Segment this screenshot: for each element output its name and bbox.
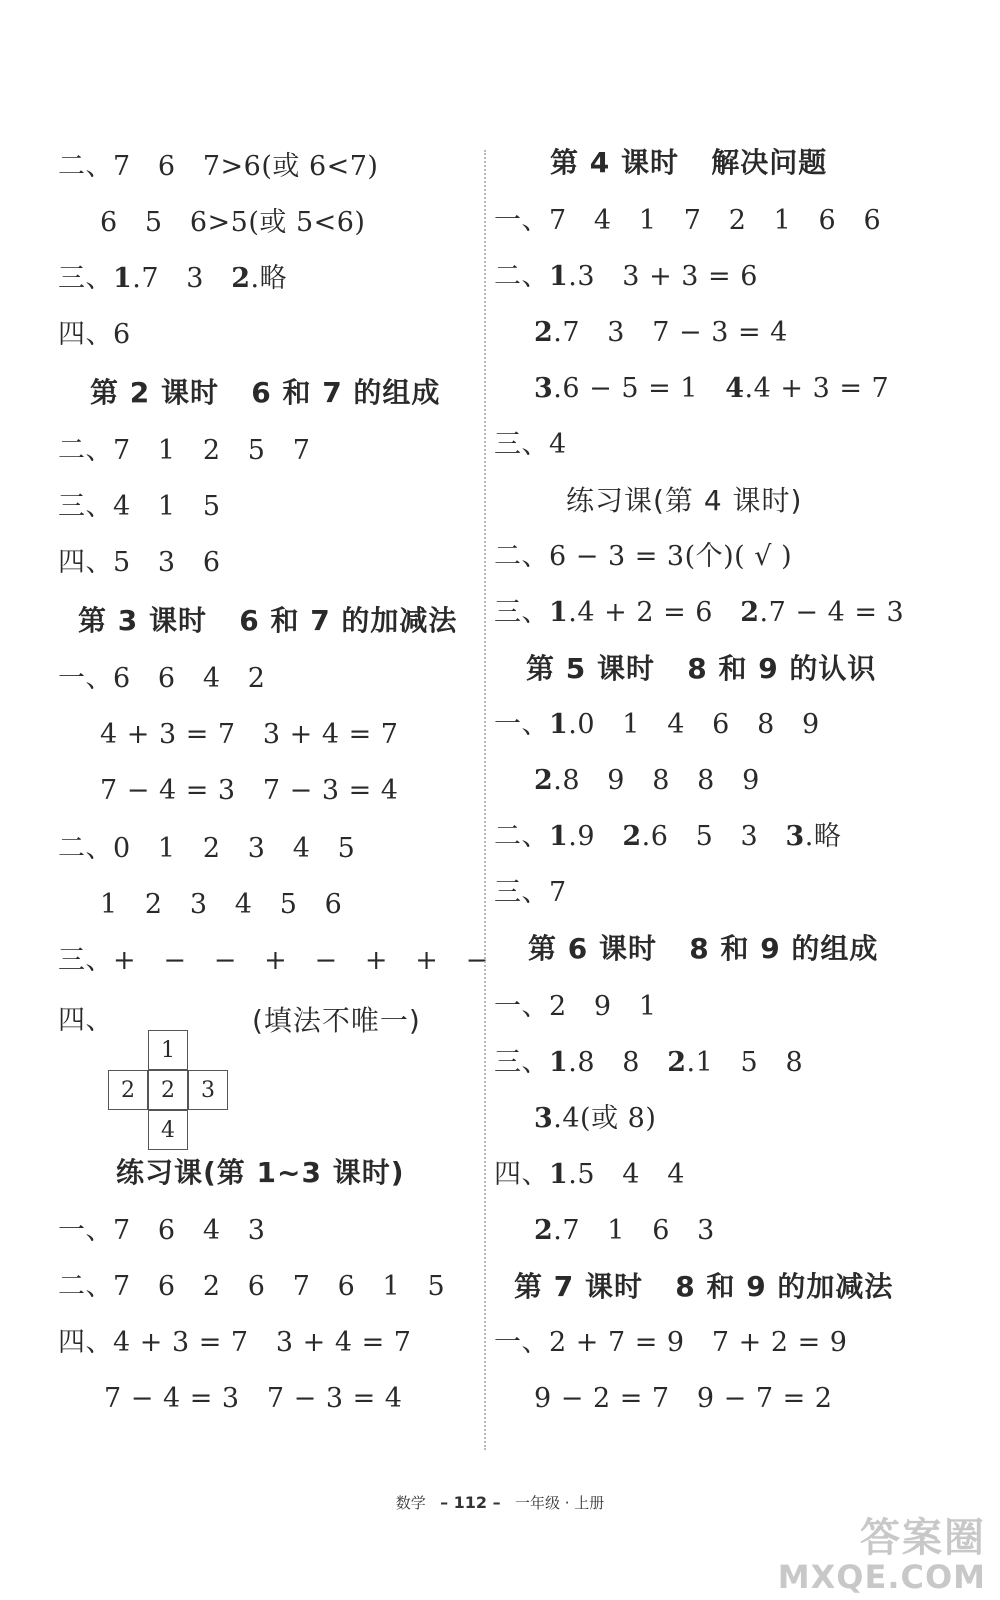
answer-text: .4 + 3 = 7 xyxy=(744,373,890,404)
answer-line xyxy=(534,372,889,406)
answer-line: 四、5 3 6 xyxy=(58,547,221,578)
lesson-heading: 练习课(第 1~3 课时) xyxy=(116,1156,405,1189)
answer-line: 二、7 6 2 6 7 6 1 5 xyxy=(58,1271,446,1302)
question-number: 4 xyxy=(725,373,745,404)
answer-line: 9 − 2 = 7 9 − 7 = 2 xyxy=(534,1383,833,1414)
answer-line xyxy=(494,1158,685,1192)
grid-cell-left: 2 xyxy=(108,1070,148,1110)
watermark-line2: MXQE.COM xyxy=(777,1558,986,1596)
section-label: 三、 xyxy=(494,1047,549,1078)
answer-line: 四、 xyxy=(58,1005,113,1036)
answer-text: .7 1 6 3 xyxy=(553,1215,715,1246)
answer-line: 4 + 3 = 7 3 + 4 = 7 xyxy=(100,719,399,750)
answer-line: 一、2 + 7 = 9 7 + 2 = 9 xyxy=(494,1327,848,1358)
question-number: 1 xyxy=(113,263,133,294)
answer-line: 7 − 4 = 3 7 − 3 = 4 xyxy=(104,1383,403,1414)
answer-line: 7 − 4 = 3 7 − 3 = 4 xyxy=(100,775,399,806)
answer-line xyxy=(494,1046,803,1080)
question-number: 1 xyxy=(549,821,569,852)
watermark-logo xyxy=(778,1516,986,1594)
question-number: 2 xyxy=(622,821,642,852)
answer-line xyxy=(494,708,820,742)
note-text: (填法不唯一) xyxy=(252,1004,421,1037)
answer-line: 一、7 6 4 3 xyxy=(58,1215,266,1246)
answer-text: .略 xyxy=(804,821,842,852)
column-divider xyxy=(484,150,486,1450)
question-number: 3 xyxy=(785,821,805,852)
answer-line xyxy=(534,1102,656,1136)
answer-line: 四、6 xyxy=(58,319,131,350)
answer-line: 一、2 9 1 xyxy=(494,991,657,1022)
answer-text: .0 1 4 6 8 9 xyxy=(568,709,820,740)
answer-line xyxy=(534,1214,715,1248)
lesson-heading: 第 6 课时 8 和 9 的组成 xyxy=(528,932,879,965)
answer-line: 三、4 xyxy=(494,429,567,460)
answer-line: 一、6 6 4 2 xyxy=(58,663,266,694)
question-number: 2 xyxy=(534,765,554,796)
watermark-line1: 答案圈 xyxy=(860,1515,986,1561)
answer-line xyxy=(534,316,788,350)
lesson-heading: 第 7 课时 8 和 9 的加减法 xyxy=(514,1270,894,1303)
answer-line xyxy=(494,596,904,630)
grid-cell-top: 1 xyxy=(148,1030,188,1070)
grid-cell-right: 3 xyxy=(188,1070,228,1110)
question-number: 2 xyxy=(740,597,760,628)
answer-text: .3 3 + 3 = 6 xyxy=(568,261,758,292)
answer-line: 6 5 6>5(或 5<6) xyxy=(100,207,366,238)
answer-text: .8 8 xyxy=(568,1047,668,1078)
answer-text: .1 5 8 xyxy=(686,1047,804,1078)
question-number: 2 xyxy=(667,1047,687,1078)
page-number: – 112 – xyxy=(440,1493,501,1512)
answer-text: .4 + 2 = 6 xyxy=(568,597,741,628)
question-number: 1 xyxy=(549,597,569,628)
answer-text: .7 − 4 = 3 xyxy=(759,597,905,628)
answer-line: 三、4 1 5 xyxy=(58,491,221,522)
question-number: 3 xyxy=(534,1103,554,1134)
section-label: 二、 xyxy=(494,821,549,852)
grid-cell-center: 2 xyxy=(148,1070,188,1110)
answer-text: .略 xyxy=(250,263,288,294)
answer-line xyxy=(534,764,760,798)
section-label: 三、 xyxy=(58,263,113,294)
section-label: 三、 xyxy=(494,597,549,628)
lesson-heading: 第 2 课时 6 和 7 的组成 xyxy=(90,376,441,409)
answer-text: .5 4 4 xyxy=(568,1159,685,1190)
lesson-heading: 第 5 课时 8 和 9 的认识 xyxy=(526,652,877,685)
question-number: 2 xyxy=(534,317,554,348)
question-number: 1 xyxy=(549,1047,569,1078)
question-number: 1 xyxy=(549,1159,569,1190)
question-number: 3 xyxy=(534,373,554,404)
answer-line: 二、7 6 7>6(或 6<7) xyxy=(58,151,379,182)
question-number: 2 xyxy=(534,1215,554,1246)
answer-text: .7 3 xyxy=(132,263,232,294)
answer-text: .7 3 7 − 3 = 4 xyxy=(553,317,788,348)
answer-line xyxy=(58,262,287,296)
answer-text: .6 5 3 xyxy=(641,821,786,852)
answer-line: 二、7 1 2 5 7 xyxy=(58,435,311,466)
question-number: 2 xyxy=(231,263,251,294)
answer-line: 四、4 + 3 = 7 3 + 4 = 7 xyxy=(58,1327,412,1358)
answer-line: 1 2 3 4 5 6 xyxy=(100,889,343,920)
answer-text: .9 xyxy=(568,821,623,852)
answer-line xyxy=(494,260,758,294)
section-label: 四、 xyxy=(494,1159,549,1190)
number-cross-grid xyxy=(108,1030,232,1154)
answer-line: 三、+ − − + − + + − xyxy=(58,945,489,976)
page-footer xyxy=(0,1492,1000,1513)
question-number: 1 xyxy=(549,709,569,740)
footer-grade: 一年级 · 上册 xyxy=(514,1494,605,1512)
section-label: 一、 xyxy=(494,709,549,740)
answer-line: 二、0 1 2 3 4 5 xyxy=(58,833,356,864)
answer-line: 一、7 4 1 7 2 1 6 6 xyxy=(494,205,882,236)
answer-line: 三、7 xyxy=(494,877,567,908)
lesson-heading: 第 4 课时 解决问题 xyxy=(550,146,828,179)
section-label: 二、 xyxy=(494,261,549,292)
answer-text: .8 9 8 8 9 xyxy=(553,765,760,796)
answer-text: .4(或 8) xyxy=(553,1103,657,1134)
lesson-heading: 第 3 课时 6 和 7 的加减法 xyxy=(78,604,458,637)
answer-text: .6 − 5 = 1 xyxy=(553,373,726,404)
answer-line: 二、6 − 3 = 3(个)( √ ) xyxy=(494,541,793,572)
answer-line xyxy=(494,820,841,854)
grid-cell-bottom: 4 xyxy=(148,1110,188,1150)
footer-subject: 数学 xyxy=(395,1494,426,1512)
question-number: 1 xyxy=(549,261,569,292)
lesson-heading: 练习课(第 4 课时) xyxy=(566,484,803,517)
